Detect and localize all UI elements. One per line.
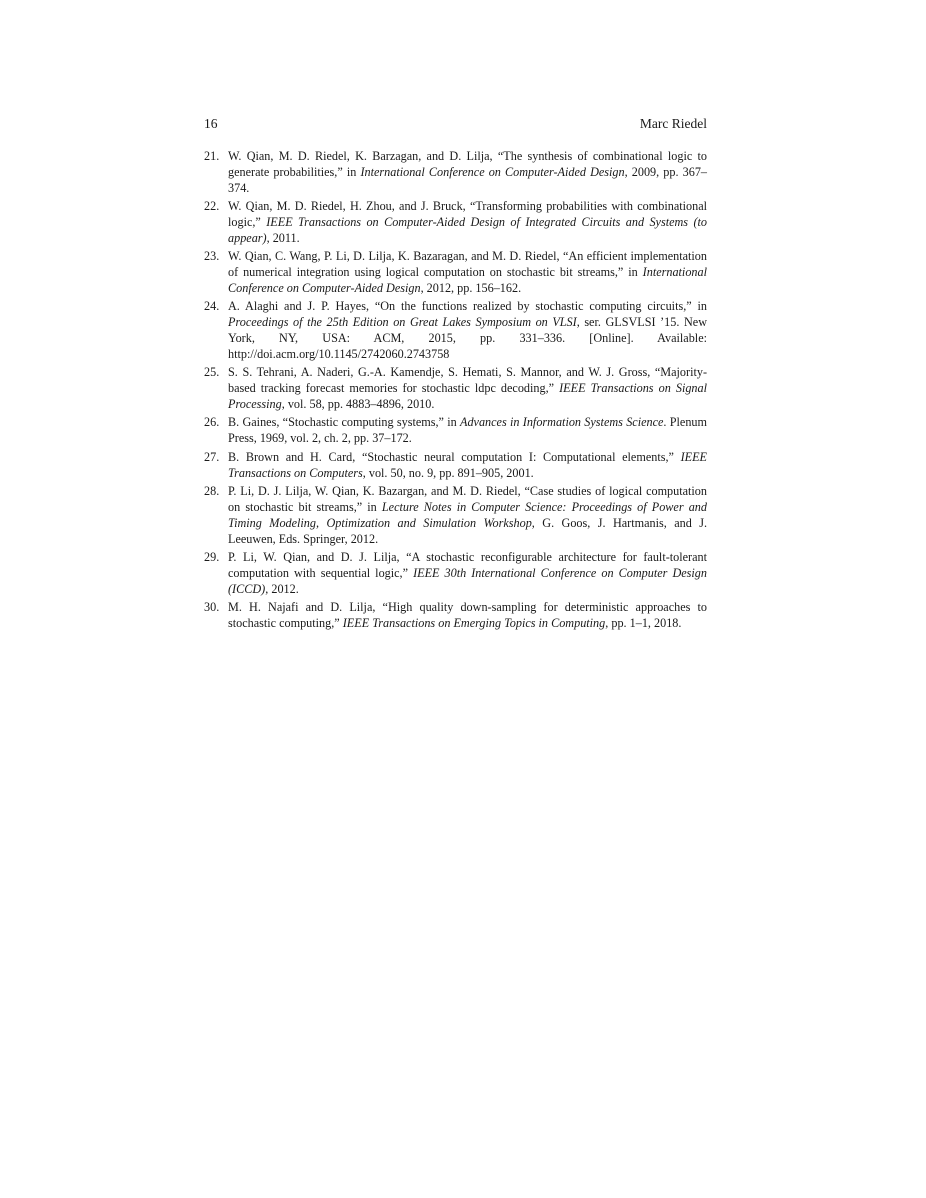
running-head-author: Marc Riedel <box>639 116 707 131</box>
reference-segment: B. Brown and H. Card, “Stochastic neural computation I: Computational elements,” <box>228 449 681 464</box>
reference-segment: , 2012. <box>265 581 299 596</box>
reference-number: 22. <box>204 199 220 214</box>
reference-item <box>204 249 707 297</box>
reference-item <box>204 365 707 413</box>
reference-item <box>204 550 707 598</box>
reference-venue: IEEE 30th International Conference on Computer Design (ICCD) <box>228 565 707 596</box>
reference-number: 21. <box>204 149 220 163</box>
reference-text <box>228 600 707 630</box>
reference-segment: , ser. GLSVLSI ’15. New York, NY, USA: ACM, 2015, pp. 331–336. [Online]. Available: http://doi.acm.org/10.1145/2742060.2743758 <box>228 315 707 362</box>
reference-number: 28. <box>204 483 220 498</box>
reference-segment: , vol. 58, pp. 4883–4896, 2010. <box>281 397 435 412</box>
reference-venue: International Conference on Computer-Aided Design <box>228 265 707 296</box>
reference-text <box>228 149 707 195</box>
running-head <box>204 115 707 133</box>
reference-venue: IEEE Transactions on Signal Processing <box>228 381 707 412</box>
reference-item <box>204 415 707 447</box>
reference-segment: M. H. Najafi and D. Lilja, “High quality down-sampling for deterministic approaches to stochastic computing,” <box>228 599 707 630</box>
reference-segment: W. Qian, M. D. Riedel, H. Zhou, and J. Bruck, “Transforming probabilities with combinational logic,” <box>228 199 707 230</box>
reference-item <box>204 600 707 632</box>
reference-venue: International Conference on Computer-Aided Design <box>360 164 625 179</box>
reference-segment: S. S. Tehrani, A. Naderi, G.-A. Kamendje, S. Hemati, S. Mannor, and W. J. Gross, “Majority-based tracking forecast memories for stochastic ldpc decoding,” <box>228 365 707 396</box>
reference-segment: A. Alaghi and J. P. Hayes, “On the functions realized by stochastic computing circuits,” in <box>228 299 707 314</box>
reference-item <box>204 149 707 197</box>
reference-segment: W. Qian, C. Wang, P. Li, D. Lilja, K. Bazaragan, and M. D. Riedel, “An efficient implementation of numerical integration using logical computation on stochastic bit streams,” in <box>228 249 707 280</box>
reference-number: 30. <box>204 599 220 614</box>
reference-segment: P. Li, W. Qian, and D. J. Lilja, “A stochastic reconfigurable architecture for fault-tolerant computation with sequential logic,” <box>228 549 707 580</box>
reference-text <box>228 249 707 295</box>
reference-text <box>228 199 707 245</box>
reference-segment: , vol. 50, no. 9, pp. 891–905, 2001. <box>362 465 534 480</box>
reference-item <box>204 199 707 247</box>
reference-number: 29. <box>204 549 220 564</box>
page-number: 16 <box>204 116 218 131</box>
reference-segment: . Plenum Press, 1969, vol. 2, ch. 2, pp. 37–172. <box>228 415 707 446</box>
reference-segment: , 2009, pp. 367–374. <box>228 164 708 195</box>
reference-item <box>204 450 707 482</box>
reference-segment: P. Li, D. J. Lilja, W. Qian, K. Bazargan, and M. D. Riedel, “Case studies of logical computation on stochastic bit streams,” in <box>228 483 707 514</box>
reference-venue: IEEE Transactions on Computers <box>228 449 707 480</box>
reference-text <box>228 484 707 546</box>
reference-segment: B. Gaines, “Stochastic computing systems,” in <box>228 415 461 430</box>
reference-number: 26. <box>204 415 220 430</box>
reference-number: 25. <box>204 365 220 380</box>
reference-venue: Advances in Information Systems Science <box>460 415 664 430</box>
reference-segment: , pp. 1–1, 2018. <box>605 615 682 630</box>
reference-text <box>228 450 707 480</box>
reference-text <box>228 299 707 361</box>
reference-segment: , 2012, pp. 156–162. <box>420 281 522 296</box>
reference-text <box>228 550 707 596</box>
reference-venue: IEEE Transactions on Emerging Topics in Computing <box>342 615 606 630</box>
reference-segment: , 2011. <box>266 230 300 245</box>
reference-number: 24. <box>204 299 220 314</box>
reference-number: 27. <box>204 449 220 464</box>
reference-item <box>204 299 707 363</box>
reference-item <box>204 484 707 548</box>
reference-text <box>228 365 707 411</box>
reference-number: 23. <box>204 249 220 264</box>
reference-segment: W. Qian, M. D. Riedel, K. Barzagan, and D. Lilja, “The synthesis of combinational logic to generate probabilities,” in <box>228 149 707 179</box>
reference-venue: IEEE Transactions on Computer-Aided Design of Integrated Circuits and Systems (to appear) <box>228 215 707 245</box>
reference-list <box>204 149 707 634</box>
reference-text <box>228 415 707 445</box>
reference-venue: Lecture Notes in Computer Science: Proceedings of Power and Timing Modeling, Optimization and Simulation Workshop <box>228 499 707 530</box>
reference-segment: , G. Goos, J. Hartmanis, and J. Leeuwen, Eds. Springer, 2012. <box>228 515 708 546</box>
reference-venue: Proceedings of the 25th Edition on Great Lakes Symposium on VLSI <box>228 315 577 330</box>
